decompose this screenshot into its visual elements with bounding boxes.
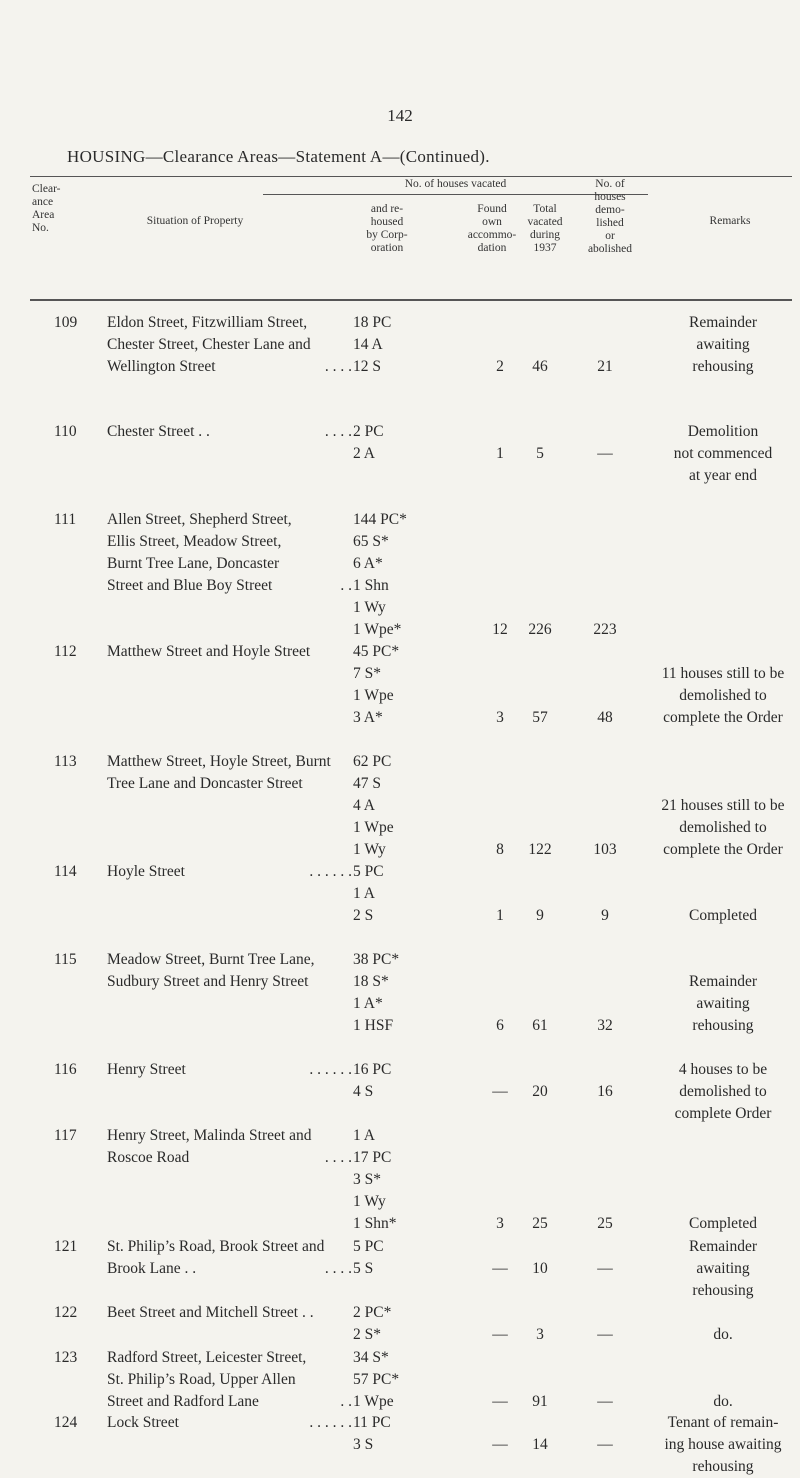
situation-cell <box>107 1059 352 1081</box>
situation-text: . . . . . . <box>309 1061 352 1078</box>
rehoused-code: 1 Wy <box>353 841 386 858</box>
remarks-cell <box>650 312 796 378</box>
remarks-line: complete Order <box>674 1105 772 1122</box>
situation-text: Burnt Tree Lane, Doncaster <box>107 555 280 572</box>
remarks-cell <box>650 421 796 487</box>
rehoused-code: 5 PC <box>353 1238 384 1255</box>
remarks-line: demolished to <box>679 819 767 836</box>
rehoused-code: 1 Wpe <box>353 1393 394 1410</box>
rehoused-code: 12 S <box>353 358 381 375</box>
situation-text: Henry Street <box>107 1061 186 1078</box>
remarks-cell <box>650 1324 796 1346</box>
situation-line <box>107 773 352 795</box>
total-vacated-value: 9 <box>536 907 544 924</box>
total-vacated-value: 10 <box>532 1260 548 1277</box>
total-vacated-value: 91 <box>532 1393 548 1410</box>
found-own-value: 3 <box>496 1215 504 1232</box>
rehoused-code: 2 S* <box>353 1326 381 1343</box>
situation-cell <box>107 1347 352 1413</box>
demolished-value: 25 <box>597 1215 613 1232</box>
rehoused-code: 16 PC <box>353 1061 392 1078</box>
situation-line <box>107 1236 352 1258</box>
demolished-value: 223 <box>593 621 617 638</box>
rehoused-cell <box>353 949 443 1037</box>
situation-line <box>107 1125 352 1147</box>
remarks-cell <box>650 1236 796 1302</box>
rehoused-code: 5 PC <box>353 863 384 880</box>
rehoused-cell <box>353 1236 443 1280</box>
remarks-line: demolished to <box>679 687 767 704</box>
situation-text: Chester Street, Chester Lane and <box>107 336 311 353</box>
situation-text: Street and Blue Boy Street <box>107 577 273 594</box>
rehoused-code: 3 S <box>353 1436 374 1453</box>
remarks-line: do. <box>713 1326 733 1343</box>
total-vacated-value: 46 <box>532 358 548 375</box>
header-situation: Situation of Property <box>146 215 244 227</box>
found-own-value: — <box>492 1326 508 1343</box>
found-own-value: — <box>492 1083 508 1100</box>
situation-line <box>107 1302 352 1324</box>
situation-text: Henry Street, Malinda Street and <box>107 1127 312 1144</box>
demolished-value: 16 <box>597 1083 613 1100</box>
situation-line <box>107 1347 352 1369</box>
situation-cell <box>107 421 352 443</box>
situation-text: . . <box>340 577 352 594</box>
rehoused-code: 1 A <box>353 1127 375 1144</box>
situation-cell <box>107 509 352 597</box>
remarks-cell <box>650 1059 796 1125</box>
rehoused-cell <box>353 509 443 641</box>
rehoused-code: 14 A <box>353 336 383 353</box>
situation-text: . . . . <box>324 1260 352 1277</box>
rehoused-code: 18 PC <box>353 314 392 331</box>
situation-line <box>107 949 352 971</box>
header-remarks: Remarks <box>709 215 751 227</box>
found-own-value: 1 <box>496 907 504 924</box>
situation-line <box>107 1412 352 1434</box>
found-own-value: — <box>492 1260 508 1277</box>
situation-line <box>107 421 352 443</box>
rehoused-code: 2 PC* <box>353 1304 392 1321</box>
situation-line <box>107 1147 352 1169</box>
table-header-rule <box>30 299 792 301</box>
demolished-value: — <box>597 1393 613 1410</box>
header-clearance-no: Clear- ance Area No. <box>32 183 61 234</box>
situation-text: Eldon Street, Fitzwilliam Street, <box>107 314 308 331</box>
header-rehoused: and re- housed by Corp- oration <box>366 203 408 254</box>
situation-cell <box>107 949 352 993</box>
situation-text: Allen Street, Shepherd Street, <box>107 511 292 528</box>
situation-line <box>107 861 352 883</box>
situation-text: Wellington Street <box>107 358 216 375</box>
situation-text: St. Philip’s Road, Upper Allen <box>107 1371 296 1388</box>
situation-text: Tree Lane and Doncaster Street <box>107 775 303 792</box>
rehoused-cell <box>353 1059 443 1103</box>
rehoused-code: 45 PC* <box>353 643 400 660</box>
remarks-line: rehousing <box>692 1017 754 1034</box>
situation-text: Chester Street . . <box>107 423 210 440</box>
rehoused-code: 34 S* <box>353 1349 389 1366</box>
header-found-own: Found own accommo- dation <box>467 203 517 254</box>
situation-text: Brook Lane . . <box>107 1260 197 1277</box>
remarks-cell <box>650 971 796 1037</box>
total-vacated-value: 5 <box>536 445 544 462</box>
remarks-cell <box>650 663 796 729</box>
situation-text: . . <box>340 1393 352 1410</box>
situation-text: Roscoe Road <box>107 1149 190 1166</box>
rehoused-cell <box>353 641 443 729</box>
rehoused-code: 47 S <box>353 775 381 792</box>
rehoused-code: 18 S* <box>353 973 389 990</box>
rehoused-code: 1 Wpe <box>353 687 394 704</box>
demolished-value: — <box>597 1436 613 1453</box>
situation-text: . . . . <box>324 423 352 440</box>
situation-text: Street and Radford Lane <box>107 1393 259 1410</box>
situation-cell <box>107 751 352 795</box>
found-own-value: 2 <box>496 358 504 375</box>
clearance-area-number: 109 <box>54 314 78 331</box>
rehoused-code: 62 PC <box>353 753 392 770</box>
remarks-line: rehousing <box>692 1458 754 1475</box>
clearance-area-number: 117 <box>54 1127 77 1144</box>
rehoused-cell <box>353 1302 443 1346</box>
total-vacated-value: 122 <box>528 841 552 858</box>
demolished-value: — <box>597 445 613 462</box>
clearance-area-number: 115 <box>54 951 77 968</box>
rehoused-code: 1 Shn* <box>353 1215 397 1232</box>
remarks-line: 4 houses to be <box>678 1061 768 1078</box>
remarks-line: do. <box>713 1393 733 1410</box>
remarks-line: Completed <box>688 907 758 924</box>
rehoused-code: 1 A* <box>353 995 383 1012</box>
demolished-value: — <box>597 1260 613 1277</box>
rehoused-code: 1 HSF <box>353 1017 394 1034</box>
rehoused-code: 3 A* <box>353 709 383 726</box>
remarks-line: Remainder <box>688 973 757 990</box>
remarks-line: awaiting <box>696 1260 750 1277</box>
found-own-value: 3 <box>496 709 504 726</box>
remarks-line: at year end <box>689 467 757 484</box>
situation-text: . . . . . . <box>309 1414 352 1431</box>
remarks-cell <box>650 1412 796 1478</box>
situation-text: Matthew Street and Hoyle Street <box>107 643 311 660</box>
situation-text: Lock Street <box>107 1414 179 1431</box>
total-vacated-value: 3 <box>536 1326 544 1343</box>
clearance-area-number: 116 <box>54 1061 77 1078</box>
remarks-line: 21 houses still to be <box>661 797 785 814</box>
table-top-rule <box>30 176 792 177</box>
situation-text: . . . . <box>324 1149 352 1166</box>
rehoused-code: 6 A* <box>353 555 383 572</box>
situation-line <box>107 509 352 531</box>
rehoused-code: 144 PC* <box>353 511 407 528</box>
situation-line <box>107 1258 352 1280</box>
rehoused-code: 2 A <box>353 445 375 462</box>
rehoused-cell <box>353 861 443 927</box>
total-vacated-value: 20 <box>532 1083 548 1100</box>
rehoused-cell <box>353 1347 443 1413</box>
found-own-value: — <box>492 1393 508 1410</box>
clearance-area-number: 113 <box>54 753 77 770</box>
found-own-value: 8 <box>496 841 504 858</box>
situation-cell <box>107 312 352 378</box>
situation-line <box>107 971 352 993</box>
situation-cell <box>107 641 352 663</box>
rehoused-code: 57 PC* <box>353 1371 400 1388</box>
situation-line <box>107 1059 352 1081</box>
rehoused-code: 11 PC <box>353 1414 391 1431</box>
situation-line <box>107 1391 352 1413</box>
situation-text: Sudbury Street and Henry Street <box>107 973 309 990</box>
rehoused-code: 1 Wy <box>353 1193 386 1210</box>
rehoused-code: 1 Shn <box>353 577 389 594</box>
clearance-area-number: 114 <box>54 863 77 880</box>
remarks-line: complete the Order <box>663 709 783 726</box>
rehoused-code: 2 S <box>353 907 374 924</box>
demolished-value: — <box>597 1326 613 1343</box>
rehoused-cell <box>353 421 443 465</box>
situation-line <box>107 1369 352 1391</box>
rehoused-code: 1 Wpe <box>353 819 394 836</box>
situation-text: Radford Street, Leicester Street, <box>107 1349 307 1366</box>
found-own-value: 12 <box>492 621 508 638</box>
remarks-cell <box>650 905 796 927</box>
rehoused-code: 5 S <box>353 1260 374 1277</box>
situation-text: Ellis Street, Meadow Street, <box>107 533 282 550</box>
total-vacated-value: 57 <box>532 709 548 726</box>
demolished-value: 32 <box>597 1017 613 1034</box>
demolished-value: 21 <box>597 358 613 375</box>
situation-cell <box>107 1236 352 1280</box>
situation-line <box>107 334 352 356</box>
rehoused-code: 4 A <box>353 797 375 814</box>
remarks-line: Completed <box>688 1215 758 1232</box>
remarks-line: awaiting <box>696 995 750 1012</box>
situation-line <box>107 356 352 378</box>
situation-line <box>107 531 352 553</box>
rehoused-code: 65 S* <box>353 533 389 550</box>
rehoused-cell <box>353 312 443 378</box>
rehoused-code: 17 PC <box>353 1149 392 1166</box>
clearance-area-number: 121 <box>54 1238 78 1255</box>
demolished-value: 9 <box>601 907 609 924</box>
clearance-area-number: 111 <box>54 511 77 528</box>
remarks-line: Remainder <box>688 1238 757 1255</box>
remarks-cell <box>650 1391 796 1413</box>
situation-text: Beet Street and Mitchell Street . . <box>107 1304 314 1321</box>
demolished-value: 48 <box>597 709 613 726</box>
clearance-area-number: 110 <box>54 423 77 440</box>
situation-text: Matthew Street, Hoyle Street, Burnt <box>107 753 331 770</box>
total-vacated-value: 14 <box>532 1436 548 1453</box>
total-vacated-value: 61 <box>532 1017 548 1034</box>
total-vacated-value: 226 <box>528 621 552 638</box>
situation-line <box>107 553 352 575</box>
clearance-area-number: 112 <box>54 643 77 660</box>
situation-text: Hoyle Street <box>107 863 185 880</box>
remarks-line: demolished to <box>679 1083 767 1100</box>
remarks-line: ing house awaiting <box>664 1436 782 1453</box>
situation-cell <box>107 1302 352 1324</box>
remarks-line: not commenced <box>673 445 773 462</box>
header-total-vacated: Total vacated during 1937 <box>527 203 563 254</box>
found-own-value: 1 <box>496 445 504 462</box>
page-heading: HOUSING—Clearance Areas—Statement A—(Continued). <box>67 147 490 166</box>
situation-line <box>107 641 352 663</box>
total-vacated-value: 25 <box>532 1215 548 1232</box>
remarks-line: rehousing <box>692 1282 754 1299</box>
rehoused-code: 4 S <box>353 1083 374 1100</box>
rehoused-cell <box>353 751 443 861</box>
remarks-cell <box>650 795 796 861</box>
header-houses-vacated: No. of houses vacated <box>404 178 507 190</box>
clearance-area-number: 123 <box>54 1349 78 1366</box>
remarks-line: 11 houses still to be <box>661 665 785 682</box>
rehoused-code: 38 PC* <box>353 951 400 968</box>
rehoused-code: 7 S* <box>353 665 381 682</box>
situation-cell <box>107 1125 352 1169</box>
situation-line <box>107 751 352 773</box>
rehoused-code: 1 A <box>353 885 375 902</box>
clearance-area-number: 124 <box>54 1414 78 1431</box>
remarks-line: awaiting <box>696 336 750 353</box>
situation-line <box>107 312 352 334</box>
page-number: 142 <box>387 106 413 125</box>
situation-cell <box>107 1412 352 1434</box>
found-own-value: 6 <box>496 1017 504 1034</box>
header-demolished: No. of houses demo- lished or abolished <box>587 178 633 255</box>
clearance-area-number: 122 <box>54 1304 78 1321</box>
found-own-value: — <box>492 1436 508 1453</box>
situation-text: Meadow Street, Burnt Tree Lane, <box>107 951 315 968</box>
demolished-value: 103 <box>593 841 617 858</box>
remarks-cell <box>650 1213 796 1235</box>
remarks-line: Tenant of remain- <box>667 1414 779 1431</box>
situation-text: St. Philip’s Road, Brook Street and <box>107 1238 325 1255</box>
situation-text: . . . . <box>324 358 352 375</box>
rehoused-code: 1 Wpe* <box>353 621 402 638</box>
remarks-line: Remainder <box>688 314 757 331</box>
rehoused-code: 3 S* <box>353 1171 381 1188</box>
situation-line <box>107 575 352 597</box>
remarks-line: rehousing <box>692 358 754 375</box>
rehoused-cell <box>353 1412 443 1456</box>
rehoused-code: 2 PC <box>353 423 384 440</box>
rehoused-code: 1 Wy <box>353 599 386 616</box>
remarks-line: complete the Order <box>663 841 783 858</box>
situation-cell <box>107 861 352 883</box>
rehoused-cell <box>353 1125 443 1235</box>
remarks-line: Demolition <box>687 423 759 440</box>
situation-text: . . . . . . <box>309 863 352 880</box>
